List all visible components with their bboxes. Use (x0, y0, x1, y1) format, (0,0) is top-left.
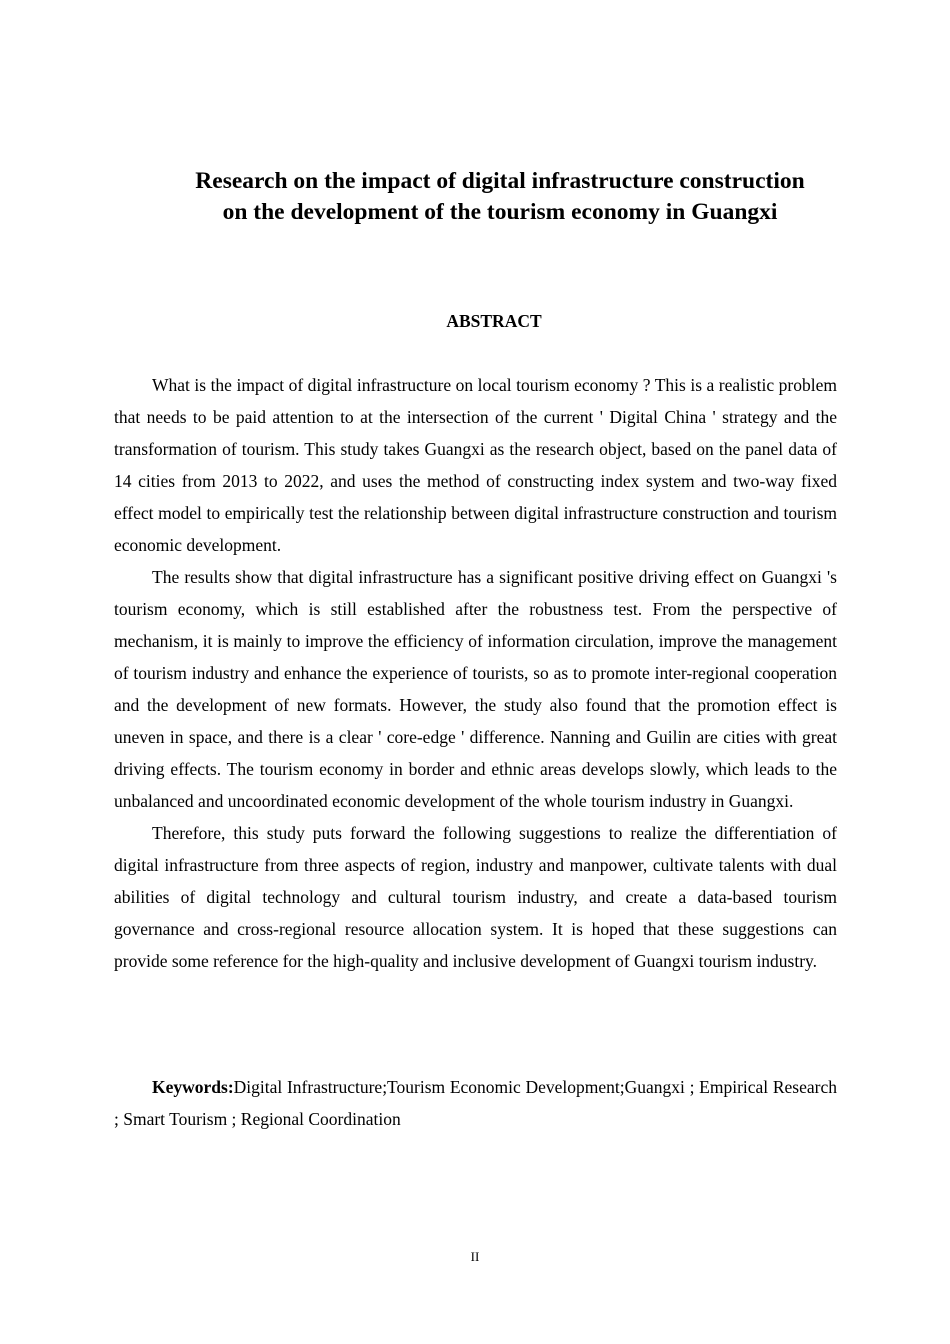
keywords-text: Digital Infrastructure;Tourism Economic Development;Guangxi ; Empirical Research ; Smart Tourism ; Regional Coordination (114, 1077, 837, 1129)
page-number: II (470, 1249, 480, 1264)
paper-title-line-2: on the development of the tourism economy in Guangxi (222, 199, 778, 225)
keywords-line (114, 1071, 837, 1135)
paper-title (100, 166, 900, 228)
abstract-paragraph-3: Therefore, this study puts forward the following suggestions to realize the differentiation of digital infrastructure from three aspects of region, industry and manpower, cultivate talents with dual abilities of digital technology and cultural tourism industry, and create a data-based tourism governance and cross-regional resource allocation system. It is hoped that these suggestions can provide some reference for the high-quality and inclusive development of Guangxi tourism industry. (114, 823, 837, 971)
abstract-paragraph-2: The results show that digital infrastructure has a significant positive driving effect on Guangxi 's tourism economy, which is still established after the robustness test. From the perspective of mechanism, it is mainly to improve the efficiency of information circulation, improve the management of tourism industry and enhance the experience of tourists, so as to promote inter-regional cooperation and the development of new formats. However, the study also found that the promotion effect is uneven in space, and there is a clear ' core-edge ' difference. Nanning and Guilin are cities with great driving effects. The tourism economy in border and ethnic areas develops slowly, which leads to the unbalanced and uncoordinated economic development of the whole tourism industry in Guangxi. (114, 567, 837, 811)
keywords-label: Keywords: (152, 1077, 234, 1097)
abstract-body (114, 369, 837, 977)
paper-title-line-1: Research on the impact of digital infrastructure construction (195, 168, 805, 194)
abstract-heading: ABSTRACT (446, 311, 542, 331)
abstract-paragraph-1: What is the impact of digital infrastructure on local tourism economy ? This is a realistic problem that needs to be paid attention to at the intersection of the current ' Digital China ' strategy and the transformation of tourism. This study takes Guangxi as the research object, based on the panel data of 14 cities from 2013 to 2022, and uses the method of constructing index system and two-way fixed effect model to empirically test the relationship between digital infrastructure construction and tourism economic development. (114, 375, 837, 555)
